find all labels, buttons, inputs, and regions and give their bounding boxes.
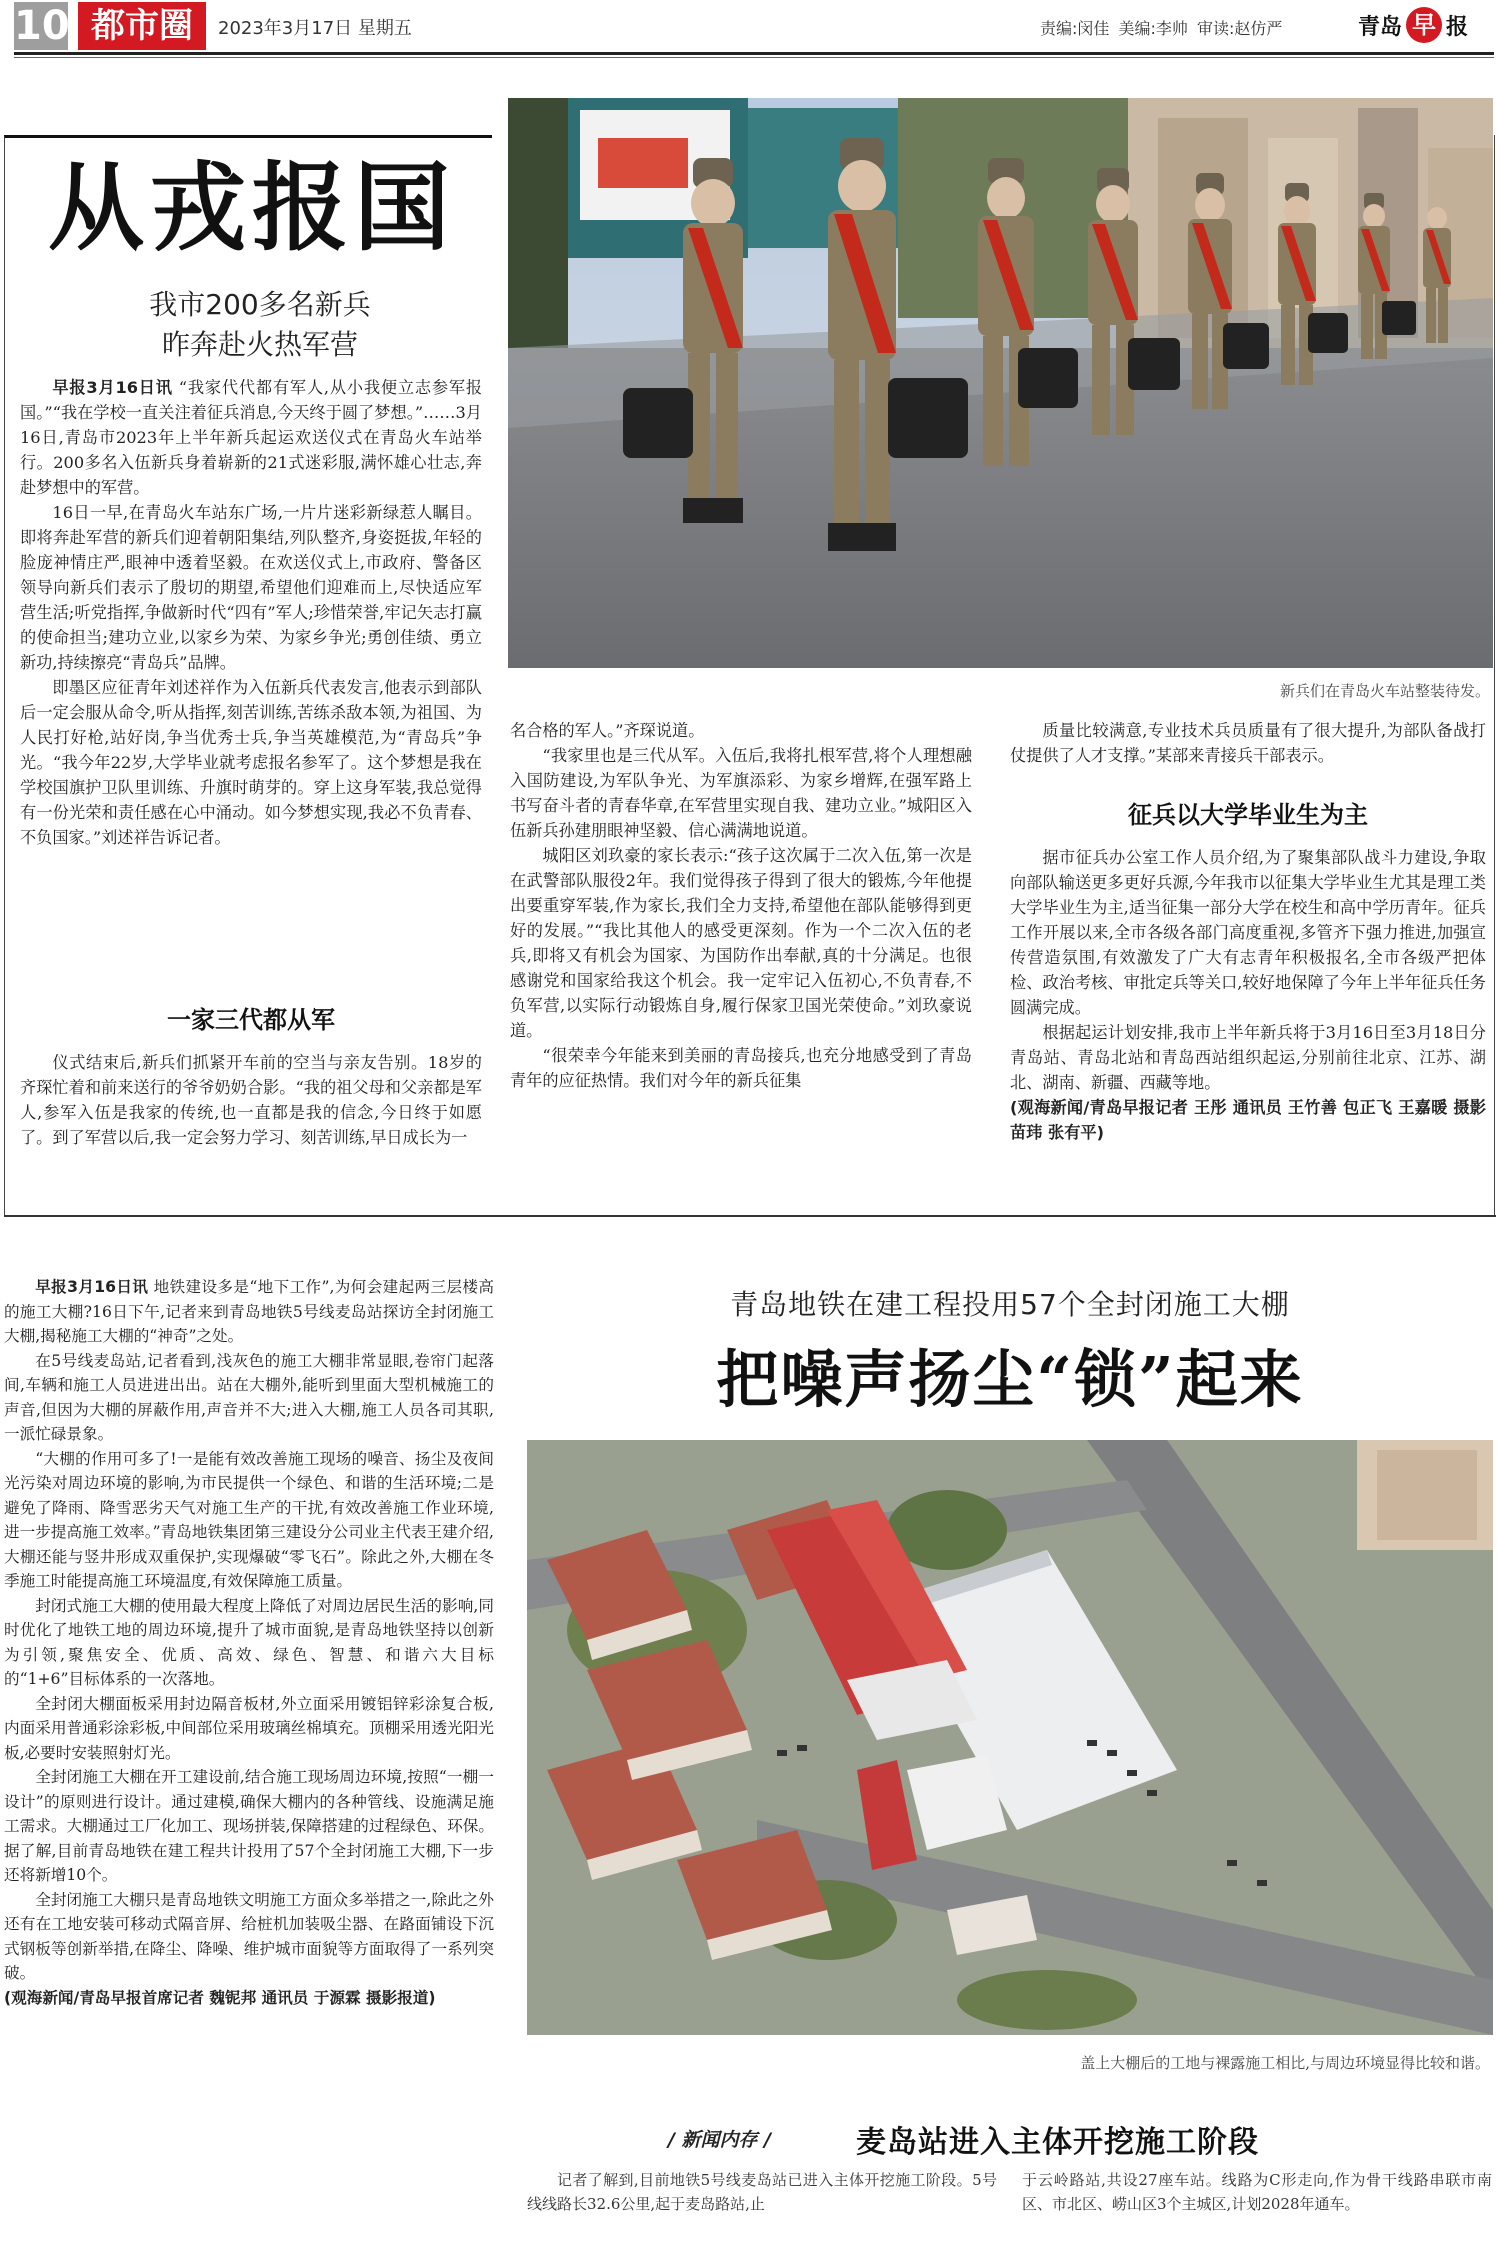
story1-subhead-line2: 昨奔赴火热军营 (161, 328, 358, 361)
story1-subhead (60, 285, 460, 365)
story1-photo (508, 98, 1493, 668)
story1-section-heading-1: 一家三代都从军 (167, 1006, 335, 1034)
story2-photo (527, 1440, 1493, 2035)
story1-paragraph: 质量比较满意,专业技术兵员质量有了很大提升,为部队备战打仗提供了人才支撑。”某部来青接兵干部表示。 (1010, 721, 1486, 765)
story1-column2 (510, 718, 972, 1093)
story2-paragraph-text: 地铁建设多是“地下工作”,为何会建起两三层楼高的施工大棚?16日下午,记者来到青岛地铁5号线麦岛站探访全封闭施工大棚,揭秘施工大棚的“神奇”之处。 (4, 1278, 494, 1345)
header-rule-thin (14, 57, 1494, 58)
story1-column3-continued (1010, 845, 1486, 1145)
story2-lead: 早报3月16日讯 (35, 1278, 149, 1296)
logo-text: 青岛 (1358, 14, 1403, 40)
story2-column (4, 1275, 494, 2010)
editorial-staff: 责编:闵佳 美编:李帅 审读:赵仿严 (1040, 19, 1283, 38)
newspaper-logo (1358, 6, 1493, 44)
story2-paragraph: 全封闭施工大棚在开工建设前,结合施工现场周边环境,按照“一棚一设计”的原则进行设计。通过建模,确保大棚内的各种管线、设施满足施工需求。大棚通过工厂化加工、现场拼装,保障搭建的过程绿色、环保。据了解,目前青岛地铁在建工程共计投用了57个全封闭施工大棚,下一步还将新增10个。 (4, 1768, 494, 1884)
story1-subhead-line1: 我市200多名新兵 (149, 288, 371, 321)
story1-column3 (1010, 718, 1486, 768)
story2-paragraph: 全封闭大棚面板采用封边隔音板材,外立面采用镀铝锌彩涂复合板,内面采用普通彩涂彩板,中间部位采用玻璃丝棉填充。顶棚采用透光阳光板,必要时安装照射灯光。 (4, 1694, 494, 1762)
story1-paragraph: 城阳区刘玖豪的家长表示:“孩子这次属于二次入伍,第一次是在武警部队服役2年。我们觉得孩子得到了很大的锻炼,今年他提出要重穿军装,作为家长,我们全力支持,希望他在部队能够得到更好的发展。”“我比其他人的感受更深刻。作为一个二次入伍的老兵,即将又有机会为国家、为国防作出奉献,真的十分满足。也很感谢党和国家给我这个机会。我一定牢记入伍初心,不负青春,不负军营,以实际行动锻炼自身,履行保家卫国光荣使命。”刘玖豪说道。 (510, 846, 972, 1040)
story1-paragraph: 名合格的军人。”齐琛说道。 (510, 721, 705, 740)
story2-headline: 把噪声扬尘“锁”起来 (716, 1343, 1304, 1416)
story1-photo-caption: 新兵们在青岛火车站整装待发。 (1279, 682, 1490, 700)
story1-lead: 早报3月16日讯 (52, 378, 173, 397)
sidebar-paragraph: 于云岭路站,共设27座车站。线路为C形走向,作为骨干线路串联市南区、市北区、崂山区3个主城区,计划2028年通车。 (1022, 2171, 1492, 2213)
header-rule (14, 52, 1494, 55)
story1-headline: 从戎报国 (48, 151, 456, 264)
story2-paragraph (4, 1275, 494, 1349)
sidebar-tag: / 新闻内存 / (668, 2129, 772, 2151)
sidebar-body-right (1022, 2168, 1492, 2216)
story2-credit: (观海新闻/青岛早报首席记者 魏铌邦 通讯员 于源霖 摄影报道) (4, 1988, 436, 2007)
story2-paragraph: 在5号线麦岛站,记者看到,浅灰色的施工大棚非常显眼,卷帘门起落间,车辆和施工人员进进出出。站在大棚外,能听到里面大型机械施工的声音,但因为大棚的屏蔽作用,声音并不大;进入大棚,施工人员各司其职,一派忙碌景象。 (4, 1351, 494, 1443)
story1-paragraph: 16日一早,在青岛火车站东广场,一片片迷彩新绿惹人瞩目。即将奔赴军营的新兵们迎着朝阳集结,列队整齐,身姿挺拔,年轻的脸庞神情庄严,眼神中透着坚毅。在欢送仪式上,市政府、警备区领导向新兵们表示了殷切的期望,希望他们迎难而上,尽快适应军营生活;听党指挥,争做新时代“四有”军人;珍惜荣誉,牢记矢志打赢的使命担当;建功立业,以家乡为荣、为家乡争光;勇创佳绩、勇立新功,持续擦亮“青岛兵”品牌。 (20, 503, 482, 672)
story1-paragraph: 据市征兵办公室工作人员介绍,为了聚集部队战斗力建设,争取向部队输送更多更好兵源,今年我市以征集大学毕业生尤其是理工类大学毕业生为主,适当征集一部分大学在校生和高中学历青年。征兵工作开展以来,全市各级各部门高度重视,多管齐下强力推进,加强宣传营造氛围,有效激发了广大有志青年积极报名,全市各级严把体检、政治考核、审批定兵等关口,较好地保障了今年上半年征兵任务圆满完成。 (1010, 848, 1486, 1017)
story1-frame-right (1494, 135, 1495, 1215)
sidebar-body-left (527, 2168, 997, 2216)
story1-paragraph-text: “我家代代都有军人,从小我便立志参军报国。”“我在学校一直关注着征兵消息,今天终于圆了梦想。”……3月16日,青岛市2023年上半年新兵起运欢送仪式在青岛火车站举行。200多名入伍新兵身着崭新的21式迷彩服,满怀雄心壮志,奔赴梦想中的军营。 (20, 378, 483, 497)
story2-paragraph: “大棚的作用可多了!一是能有效改善施工现场的噪音、扬尘及夜间光污染对周边环境的影响,为市民提供一个绿色、和谐的生活环境;二是避免了降雨、降雪恶劣天气对施工生产的干扰,有效改善施工作业环境,进一步提高施工效率。”青岛地铁集团第三建设分公司业主代表王建介绍,大棚还能与竖井形成双重保护,实现爆破“零飞石”。除此之外,大棚在冬季施工时能提高施工环境温度,有效保障施工质量。 (4, 1449, 494, 1590)
story2-photo-caption: 盖上大棚后的工地与裸露施工相比,与周边环境显得比较和谐。 (1080, 2054, 1490, 2072)
story2-paragraph: 封闭式施工大棚的使用最大程度上降低了对周边居民生活的影响,同时优化了地铁工地的周边环境,提升了城市面貌,是青岛地铁坚持以创新为引领,聚焦安全、优质、高效、绿色、智慧、和谐六大目标的“1+6”目标体系的一次落地。 (4, 1596, 494, 1688)
soldiers-photo-illustration (508, 98, 1493, 668)
story1-section-heading-2: 征兵以大学毕业生为主 (1128, 801, 1368, 829)
sidebar-title: 麦岛站进入主体开挖施工阶段 (856, 2125, 1259, 2160)
story1-frame-bottom (4, 1215, 1496, 1217)
story1-paragraph: 根据起运计划安排,我市上半年新兵将于3月16日至3月18日分青岛站、青岛北站和青岛西站组织起运,分别前往北京、江苏、湖北、湖南、新疆、西藏等地。 (1010, 1023, 1486, 1092)
story1-paragraph: 仪式结束后,新兵们抓紧开车前的空当与亲友告别。18岁的齐琛忙着和前来送行的爷爷奶奶合影。“我的祖父母和父亲都是军人,参军入伍是我家的传统,也一直都是我的信念,今日终于如愿了。到了军营以后,我一定会努力学习、刻苦训练,早日成长为一 (20, 1053, 482, 1147)
story1-paragraph: 即墨区应征青年刘述祥作为入伍新兵代表发言,他表示到部队后一定会服从命令,听从指挥,刻苦训练,苦练杀敌本领,为祖国、为人民打好枪,站好岗,争当优秀士兵,争当英雄模范,为“青岛兵”争光。“我今年22岁,大学毕业就考虑报名参军了。这个梦想是我在学校国旗护卫队里训练、升旗时萌芽的。穿上这身军装,我总觉得有一份光荣和责任感在心中涌动。如今梦想实现,我必不负青春、不负国家。”刘述祥告诉记者。 (20, 678, 482, 847)
story1-credit: (观海新闻/青岛早报记者 王彤 通讯员 王竹善 包正飞 王嘉暖 摄影 苗玮 张有平) (1010, 1098, 1486, 1142)
page-number: 10 (14, 3, 70, 49)
story1-paragraph (20, 375, 482, 500)
sidebar-paragraph: 记者了解到,目前地铁5号线麦岛站已进入主体开挖施工阶段。5号线线路长32.6公里,起于麦岛路站,止 (527, 2171, 997, 2213)
story1-column1-continued (20, 1050, 482, 1150)
logo-text-end: 报 (1446, 14, 1469, 40)
logo-badge: 早 (1406, 7, 1442, 43)
story2-kicker: 青岛地铁在建工程投用57个全封闭施工大棚 (730, 1288, 1290, 1321)
aerial-construction-illustration (527, 1440, 1493, 2035)
section-name: 都市圈 (78, 2, 206, 50)
story2-paragraph: 全封闭施工大棚只是青岛地铁文明施工方面众多举措之一,除此之外还有在工地安装可移动式隔音屏、给桩机加装吸尘器、在路面铺设下沉式钢板等创新举措,在降尘、降噪、维护城市面貌等方面取得了一系列突破。 (4, 1890, 494, 1982)
story1-paragraph: “很荣幸今年能来到美丽的青岛接兵,也充分地感受到了青岛青年的应征热情。我们对今年的新兵征集 (510, 1046, 972, 1090)
story1-paragraph: “我家里也是三代从军。入伍后,我将扎根军营,将个人理想融入国防建设,为军队争光、为军旗添彩、为家乡增辉,在强军路上书写奋斗者的青春华章,在军营里实现自我、建功立业。”城阳区入伍新兵孙建朋眼神坚毅、信心满满地说道。 (510, 746, 972, 840)
story1-column1 (20, 375, 482, 850)
issue-date: 2023年3月17日 星期五 (218, 18, 412, 39)
